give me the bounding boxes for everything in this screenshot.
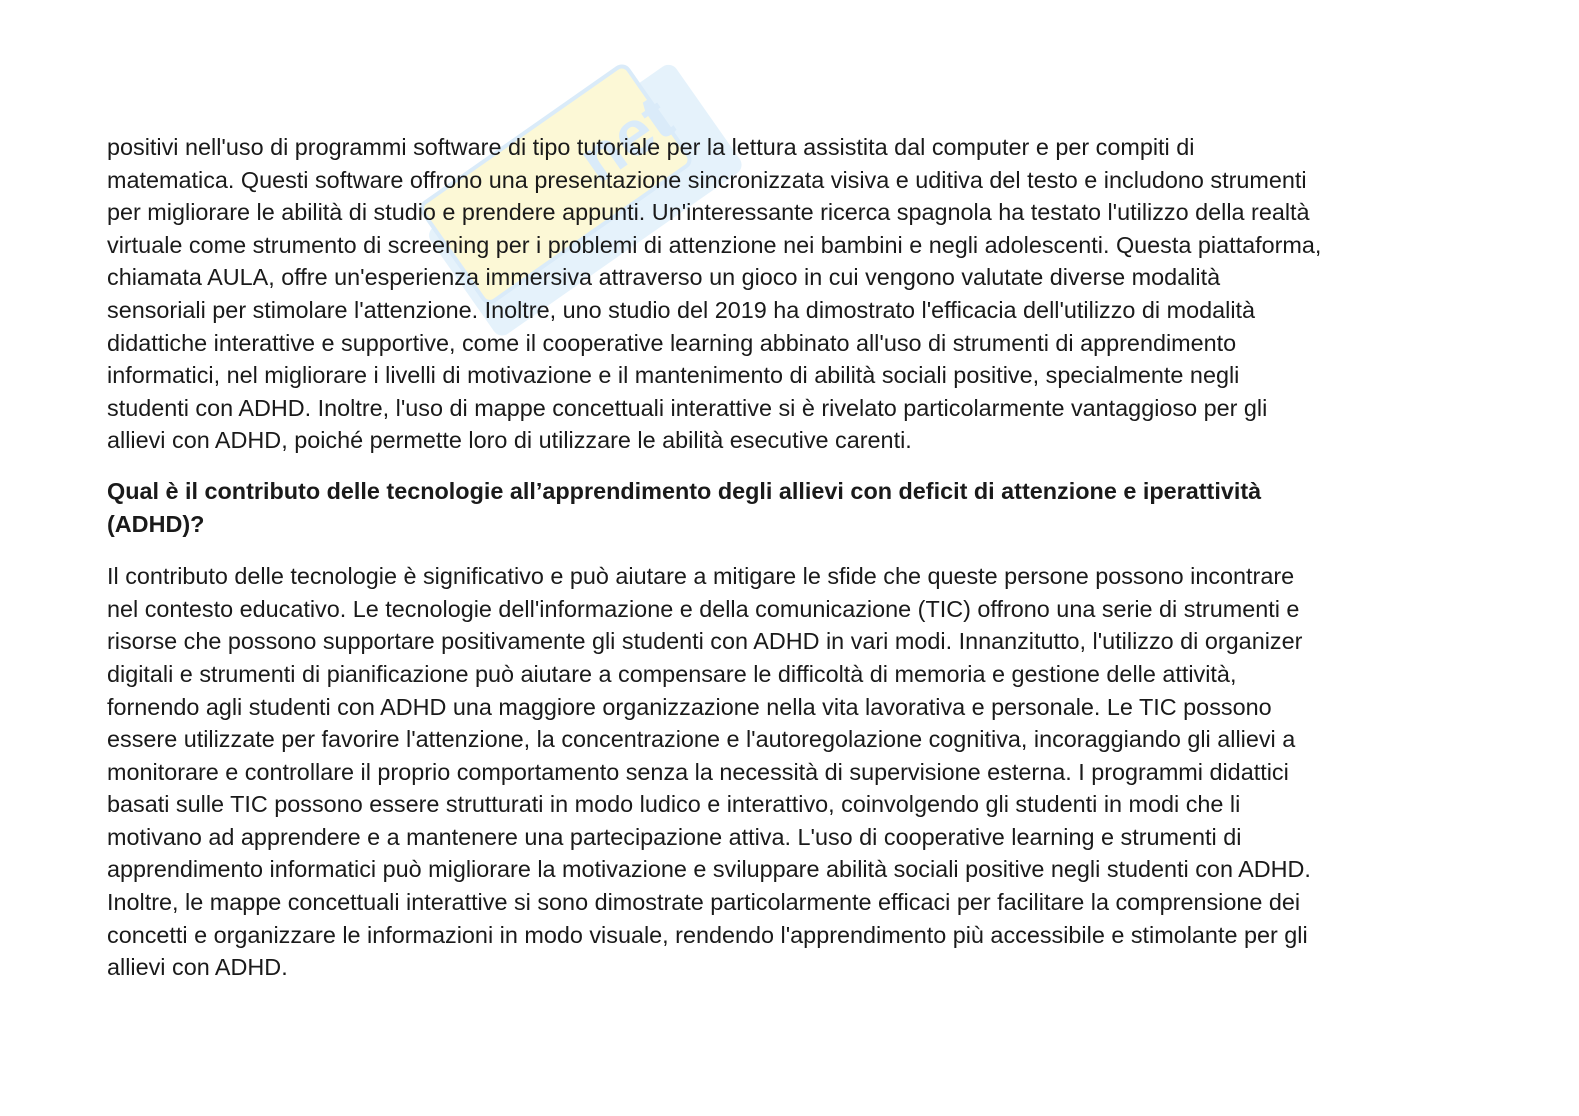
section-question-heading	[107, 475, 1477, 540]
paragraph-line: motivano ad apprendere e a mantenere una partecipazione attiva. L'uso di cooperative learning e strumenti di	[107, 823, 1242, 850]
document-body	[107, 131, 1477, 984]
paragraph-line: matematica. Questi software offrono una presentazione sincronizzata visiva e uditiva del testo e includono strumenti	[107, 166, 1307, 193]
paragraph-line: allievi con ADHD.	[107, 954, 288, 981]
paragraph-line: apprendimento informatici può migliorare la motivazione e sviluppare abilità sociali positive negli studenti con ADHD.	[107, 856, 1311, 883]
paragraph-line: risorse che possono supportare positivamente gli studenti con ADHD in vari modi. Innanzitutto, l'utilizzo di organizer	[107, 628, 1303, 655]
paragraph-line: informatici, nel migliorare i livelli di motivazione e il mantenimento di abilità sociali positive, specialmente negli	[107, 362, 1240, 389]
paragraph-answer	[107, 560, 1477, 984]
heading-line: Qual è il contributo delle tecnologie all’apprendimento degli allievi con deficit di attenzione e iperattività	[107, 477, 1262, 504]
paragraph-line: Il contributo delle tecnologie è significativo e può aiutare a mitigare le sfide che queste persone possono incontrare	[107, 563, 1295, 590]
watermark-net-text: net	[565, 82, 686, 197]
paragraph-line: didattiche interattive e supportive, come il cooperative learning abbinato all'uso di strumenti di apprendimento	[107, 329, 1237, 356]
paragraph-line: monitorare e controllare il proprio comportamento senza la necessità di supervisione esterna. I programmi didattici	[107, 758, 1289, 785]
paragraph-line: studenti con ADHD. Inoltre, l'uso di mappe concettuali interattive si è rivelato particolarmente vantaggioso per gli	[107, 394, 1268, 421]
paragraph-line: nel contesto educativo. Le tecnologie dell'informazione e della comunicazione (TIC) offrono una serie di strumenti e	[107, 595, 1300, 622]
paragraph-intro	[107, 131, 1477, 457]
paragraph-line: chiamata AULA, offre un'esperienza immersiva attraverso un gioco in cui vengono valutate diverse modalità	[107, 264, 1221, 291]
paragraph-line: concetti e organizzare le informazioni in modo visuale, rendendo l'apprendimento più accessibile e stimolante per gli	[107, 921, 1308, 948]
paragraph-line: fornendo agli studenti con ADHD una maggiore organizzazione nella vita lavorativa e personale. Le TIC possono	[107, 693, 1272, 720]
paragraph-line: sensoriali per stimolare l'attenzione. Inoltre, uno studio del 2019 ha dimostrato l'efficacia dell'utilizzo di modalità	[107, 296, 1256, 323]
paragraph-line: Inoltre, le mappe concettuali interattive si sono dimostrate particolarmente efficaci per facilitare la comprensione dei	[107, 889, 1301, 916]
paragraph-line: digitali e strumenti di pianificazione può aiutare a compensare le difficoltà di memoria e gestione delle attività,	[107, 660, 1237, 687]
paragraph-line: allievi con ADHD, poiché permette loro di utilizzare le abilità esecutive carenti.	[107, 427, 912, 454]
paragraph-line: virtuale come strumento di screening per i problemi di attenzione nei bambini e negli adolescenti. Questa piattaforma,	[107, 231, 1322, 258]
paragraph-line: basati sulle TIC possono essere strutturati in modo ludico e interattivo, coinvolgendo gli studenti in modi che li	[107, 791, 1241, 818]
paragraph-line: per migliorare le abilità di studio e prendere appunti. Un'interessante ricerca spagnola ha testato l'utilizzo della realtà	[107, 199, 1310, 226]
paragraph-line: positivi nell'uso di programmi software di tipo tutoriale per la lettura assistita dal computer e per compiti di	[107, 134, 1195, 160]
heading-line: (ADHD)?	[107, 510, 205, 537]
paragraph-line: essere utilizzate per favorire l'attenzione, la concentrazione e l'autoregolazione cognitiva, incoraggiando gli allievi a	[107, 726, 1296, 753]
